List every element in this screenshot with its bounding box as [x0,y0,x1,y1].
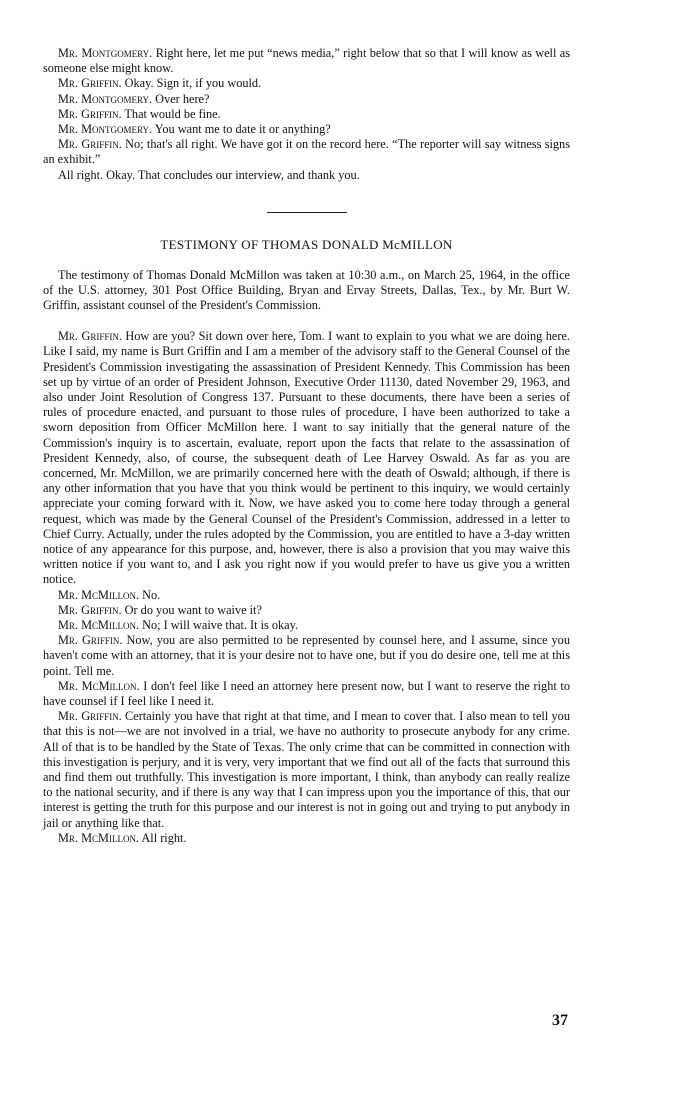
speaker-name: Mr. Griffin. [58,602,122,617]
previous-testimony-ending [43,46,570,183]
speaker-name: Mr. Griffin. [58,106,122,121]
dialogue-line [43,588,570,603]
dialogue-text: No; I will waive that. It is okay. [139,618,299,632]
dialogue-text: Okay. Sign it, if you would. [121,76,262,91]
speaker-name: Mr. McMillon. [58,830,140,845]
dialogue-line [43,92,570,107]
dialogue-line [43,603,570,618]
speaker-name: Mr. McMillon. [58,587,140,602]
dialogue-text: That would be fine. [121,106,221,121]
speaker-name: Mr. Griffin. [58,709,122,724]
dialogue-line [43,137,570,167]
dialogue-line [43,709,570,831]
dialogue-text: I don't feel like I need an attorney here present now, but I want to reserve the right to have counsel if I feel like I need it. [43,678,570,709]
speaker-name: Mr. McMillon. [58,678,140,693]
dialogue-line [43,168,570,183]
dialogue-line [43,679,570,709]
dialogue-text: No; that's all right. We have got it on the record here. “The reporter will say witness signs an exhibit.” [43,137,570,167]
dialogue-text: Now, you are also permitted to be represented by counsel here, and I assume, since you haven't come with an attorney, that it is your desire not to have one, but if you do desire one, tell me at this point. Tell me. [43,633,570,678]
dialogue-text: You want me to date it or anything? [152,122,331,137]
dialogue-line [43,46,570,76]
speaker-name: Mr. Montgomery. [58,122,153,137]
deposition-transcript [43,329,570,846]
dialogue-line [43,76,570,91]
document-page [43,46,570,846]
intro-paragraph: The testimony of Thomas Donald McMillon was taken at 10:30 a.m., on March 25, 1964, in the office of the U.S. attorney, 301 Post Office Building, Bryan and Ervay Streets, Dallas, Tex., by Mr. Burt W. Griffin, assistant counsel of the President's Commission. [43,267,570,312]
dialogue-line [43,107,570,122]
speaker-name: Mr. McMillon. [58,618,140,632]
section-divider-rule [267,212,347,214]
dialogue-text: How are you? Sit down over here, Tom. I want to explain to you what we are doing here. Like I said, my name is Burt Griffin and I am a member of the advisory staff to the General Counsel of the President's Commission investigating the assassination of President Kennedy. This Commission has been set up by virtue of an order of President Johnson, Executive Order 11130, dated November 29, 1963, and also under Joint Resolution of Congress 137. Pursuant to these documents, there have been a series of rules of procedure enacted, and pursuant to those rules of procedure, I have been authorized to take a sworn deposition from Officer McMillon here. I want to say initially that the general nature of the Commission's inquiry is to ascertain, evaluate, report upon the facts that relate to the assassination of President Kennedy, also, of course, the subsequent death of Lee Harvey Oswald. As far as you are concerned, Mr. McMillon, we are primarily concerned here with the death of Oswald; although, if there is any other information that you have that you think would be pertinent to this inquiry, we would certainly appreciate your coming forward with it. Now, we have asked you to come here today through a general request, which was made by the General Counsel of the President's Commission, addressed in a letter to Chief Curry. Actually, under the rules adopted by the Commission, you are entitled to have a 3-day written notice of any appearance for this purpose, and, however, there is also a provision that you may waive this written notice if you want to, and I ask you right now if you would prefer to have us give you a written notice. [43,329,570,587]
dialogue-text: All right. Okay. That concludes our interview, and thank you. [58,167,360,182]
speaker-name: Mr. Montgomery. [58,91,153,106]
speaker-name: Mr. Griffin. [58,329,122,344]
speaker-name: Mr. Griffin. [58,137,122,152]
page-number: 37 [552,1012,568,1029]
dialogue-text: Over here? [152,91,210,106]
dialogue-line [43,831,570,846]
dialogue-text: No. [139,587,161,602]
dialogue-line [43,329,570,587]
dialogue-text: Certainly you have that right at that time, and I mean to cover that. I also mean to tell you that this is not—we are not involved in a trial, we have no authority to prosecute anybody for any crime. All of that is to be handled by the State of Texas. The only crime that can be committed in connection with this investigation is perjury, and it is very, very important that we find out all of the facts that surround this and find them out truthfully. This investigation is more important, I think, than anybody can really realize to the national security, and if there is any way that I can impress upon you the importance of this, that our interest is getting the truth for this purpose and our interest is not in going out and trying to put anybody in jail or anything like that. [43,709,570,830]
dialogue-line [43,633,570,679]
dialogue-text: Right here, let me put “news media,” right below that so that I will know as well as someone else might know. [43,46,570,76]
speaker-name: Mr. Montgomery. [58,46,153,60]
paragraph-gap [43,313,570,329]
dialogue-line [43,122,570,137]
speaker-name: Mr. Griffin. [58,76,122,91]
dialogue-line [43,618,570,633]
dialogue-text: All right. [139,830,187,845]
speaker-name: Mr. Griffin. [58,633,123,648]
dialogue-text: Or do you want to waive it? [121,602,262,617]
testimony-heading: TESTIMONY OF THOMAS DONALD McMILLON [160,237,453,253]
